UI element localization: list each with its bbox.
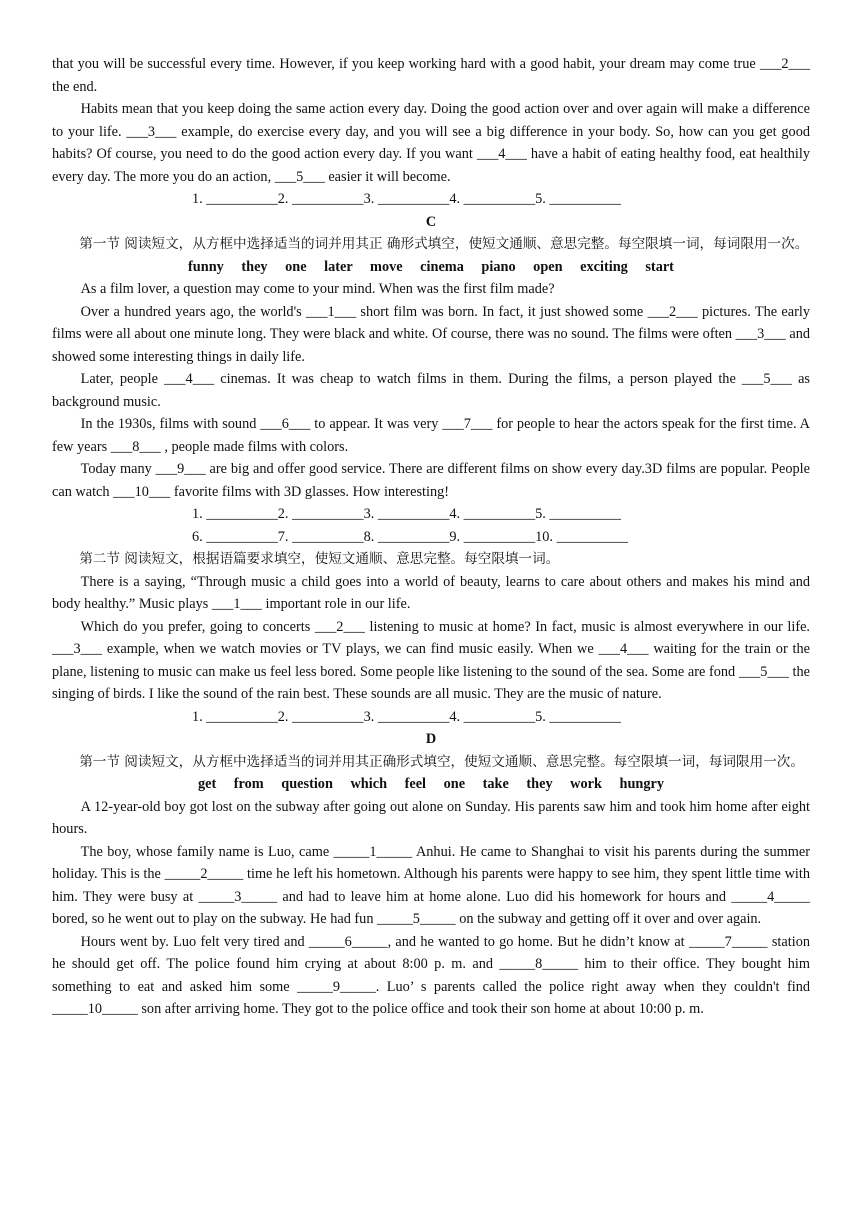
section-c-heading: C bbox=[425, 213, 437, 230]
section-c-part2-instruction: 第二节 阅读短文，根据语篇要求填空，使短文通顺、意思完整。每空限填一词。 bbox=[79, 551, 560, 567]
section-c-answer-blanks-row-1[interactable]: 1. __________2. __________3. __________4. __________5. __________ bbox=[192, 506, 621, 522]
section-c-paragraph-1: As a film lover, a question may come to your mind. When was the first film made? bbox=[80, 281, 555, 297]
section-b-paragraph-2: Habits mean that you keep doing the same action every day. Doing the good action over and over again will make a difference to your life. ___3___ example, do exercise every day, and you will see a big difference in your body. So, how can you get good habits? Of course, you need to do the good action every day. If you want ___4___ have a habit of eating healthy food, eat healthily every day. The more you do an action, ___5___ easier it will become. bbox=[52, 101, 810, 185]
section-c-paragraph-3: Later, people ___4___ cinemas. It was cheap to watch films in them. During the films, a person played the ___5___ as background music. bbox=[52, 371, 810, 410]
section-d-part1-instruction: 第一节 阅读短文，从方框中选择适当的词并用其正确形式填空，使短文通顺、意思完整。每空限填一词，每词限用一次。 bbox=[79, 753, 804, 770]
section-c-part2-paragraph-1: There is a saying, “Through music a child goes into a world of beauty, learns to care about others and makes his mind and body healthy.” Music plays ___1___ important role in our life. bbox=[52, 573, 810, 612]
section-d-paragraph-3: Hours went by. Luo felt very tired and _____6_____, and he wanted to go home. But he didn’t know at _____7_____ station he should get off. The police found him crying at about 8:00 p. m. and _____8_____ him to their office. They bought him something to eat and asked him some _____9_____. Luo’ s parents called the police right away when they couldn't find _____10_____ son after arriving home. They got to the police office and took their son home at about 10:00 p. m. bbox=[52, 933, 810, 1017]
section-c-paragraph-4: In the 1930s, films with sound ___6___ to appear. It was very ___7___ for people to hear the actors speak for the first time. A few years ___8___ , people made films with colors. bbox=[52, 416, 810, 455]
worksheet-page bbox=[52, 53, 810, 1021]
section-d-word-box: get from question which feel one take they work hungry bbox=[197, 776, 665, 792]
section-c-part2-answer-blanks[interactable]: 1. __________2. __________3. __________4. __________5. __________ bbox=[192, 708, 621, 725]
section-c-answer-blanks-row-2[interactable]: 6. __________7. __________8. __________9. __________10. __________ bbox=[192, 528, 629, 545]
section-d-paragraph-1: A 12-year-old boy got lost on the subway after going out alone on Sunday. His parents saw him and took him home after eight hours. bbox=[52, 798, 810, 837]
section-d-heading: D bbox=[425, 731, 437, 747]
section-d-paragraph-2: The boy, whose family name is Luo, came _____1_____ Anhui. He came to Shanghai to visit his parents during the summer holiday. This is the _____2_____ time he left his hometown. Although his parents were happy to see him, they spent little time with him. They were busy at _____3_____ and had to leave him at home alone. Luo did his homework for hours and _____4_____ bored, so he went out to play on the subway. He had fun _____5_____ on the subway and getting off it over and over again. bbox=[52, 843, 810, 927]
section-b-paragraph-1-tail: that you will be successful every time. However, if you keep working hard with a good habit, your dream may come true ___2___ the end. bbox=[52, 56, 810, 95]
section-c-word-box: funny they one later move cinema piano open exciting start bbox=[188, 258, 674, 275]
section-c-paragraph-2: Over a hundred years ago, the world's ___1___ short film was born. In fact, it just showed some ___2___ pictures. The early films were all about one minute long. They were black and white. Of course, there was no sound. The films were often ___3___ and showed some interesting things in daily life. bbox=[52, 303, 810, 365]
section-c-paragraph-5: Today many ___9___ are big and offer good service. There are different films on show every day.3D films are popular. People can watch ___10___ favorite films with 3D glasses. How interesting! bbox=[52, 461, 810, 500]
section-c-part1-instruction: 第一节 阅读短文，从方框中选择适当的词并用其正 确形式填空，使短文通顺、意思完整。每空限填一词，每词限用一次。 bbox=[79, 236, 809, 252]
section-b-answer-blanks[interactable]: 1. __________2. __________3. __________4. __________5. __________ bbox=[192, 191, 621, 207]
section-c-part2-paragraph-2: Which do you prefer, going to concerts ___2___ listening to music at home? In fact, music is almost everywhere in our life. ___3___ example, when we watch movies or TV plays, we can find music easily. When we ___4___ waiting for the train or the plane, listening to music can make us feel less bored. Some people like listening to the sound of the sea. Some are fond ___5___ the singing of birds. I like the sound of the rain best. These sounds are all music. They are the music of nature. bbox=[52, 618, 810, 702]
